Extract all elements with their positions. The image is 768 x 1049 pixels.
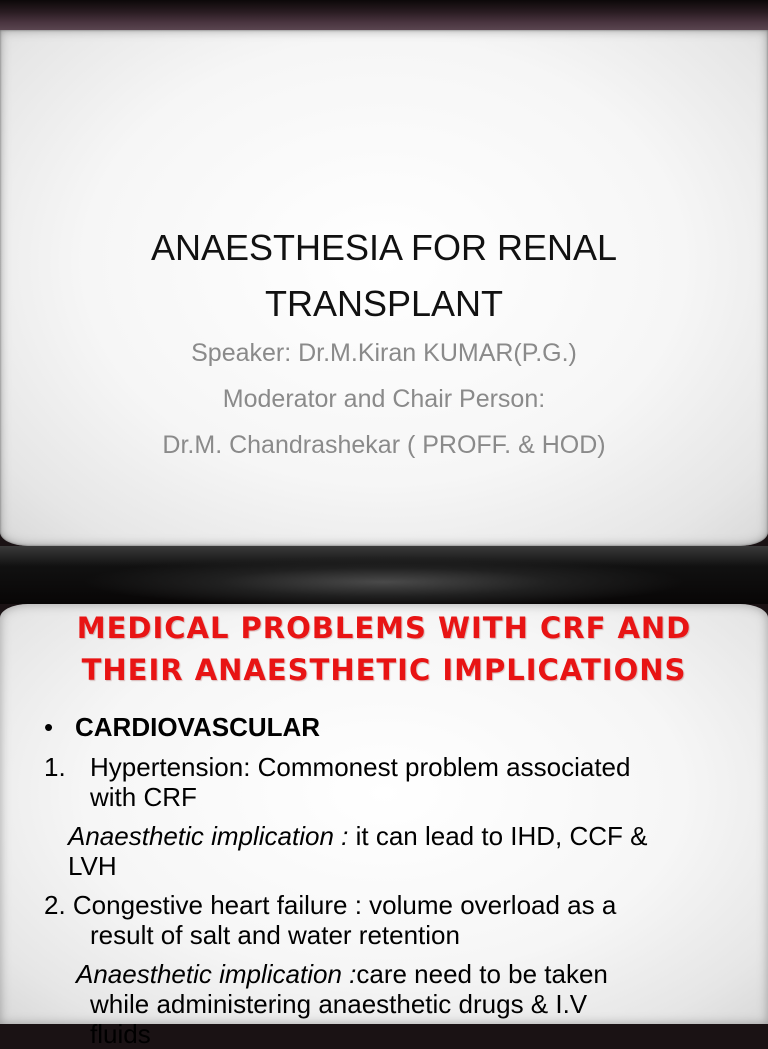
slide-separator — [0, 546, 768, 604]
slide-1-title — [0, 30, 768, 546]
item-2-line-2: result of salt and water retention — [90, 920, 460, 950]
slide-2-title-line-2: THEIR ANAESTHETIC IMPLICATIONS — [81, 653, 687, 687]
item-2-implication-text: care need to be taken — [356, 959, 608, 989]
slide-2-content — [0, 604, 768, 1049]
item-2-implication-line-2: while administering anaesthetic drugs & I.V — [90, 989, 588, 1019]
item-1-implication-line-2: LVH — [68, 851, 117, 881]
item-2-implication-label: Anaesthetic implication : — [76, 959, 357, 989]
slide-2-title-line-1: MEDICAL PROBLEMS WITH CRF AND — [76, 611, 692, 645]
title-line-2: TRANSPLANT — [264, 283, 504, 324]
item-1-line-2: with CRF — [90, 782, 197, 812]
item-1-number: 1. — [44, 752, 66, 782]
moderator-name: Dr.M. Chandrashekar ( PROFF. & HOD) — [162, 431, 606, 459]
item-1-line-1: Hypertension: Commonest problem associated — [90, 752, 631, 782]
item-2-implication-line-3: fluids — [90, 1019, 151, 1049]
top-dark-band — [0, 0, 768, 30]
section-heading: CARDIOVASCULAR — [75, 712, 321, 742]
item-1-implication — [68, 821, 647, 851]
speaker-line: Speaker: Dr.M.Kiran KUMAR(P.G.) — [191, 339, 577, 367]
item-1-implication-text: it can lead to IHD, CCF & — [348, 821, 648, 851]
item-1-implication-label: Anaesthetic implication : — [68, 821, 349, 851]
bullet-icon: • — [44, 712, 54, 742]
moderator-label: Moderator and Chair Person: — [222, 385, 546, 413]
presentation-title — [0, 220, 768, 332]
presenter-info — [0, 330, 768, 468]
item-2-implication — [76, 959, 608, 989]
item-2-line-1: 2. Congestive heart failure : volume overload as a — [44, 890, 617, 920]
title-line-1: ANAESTHESIA FOR RENAL — [150, 227, 618, 268]
